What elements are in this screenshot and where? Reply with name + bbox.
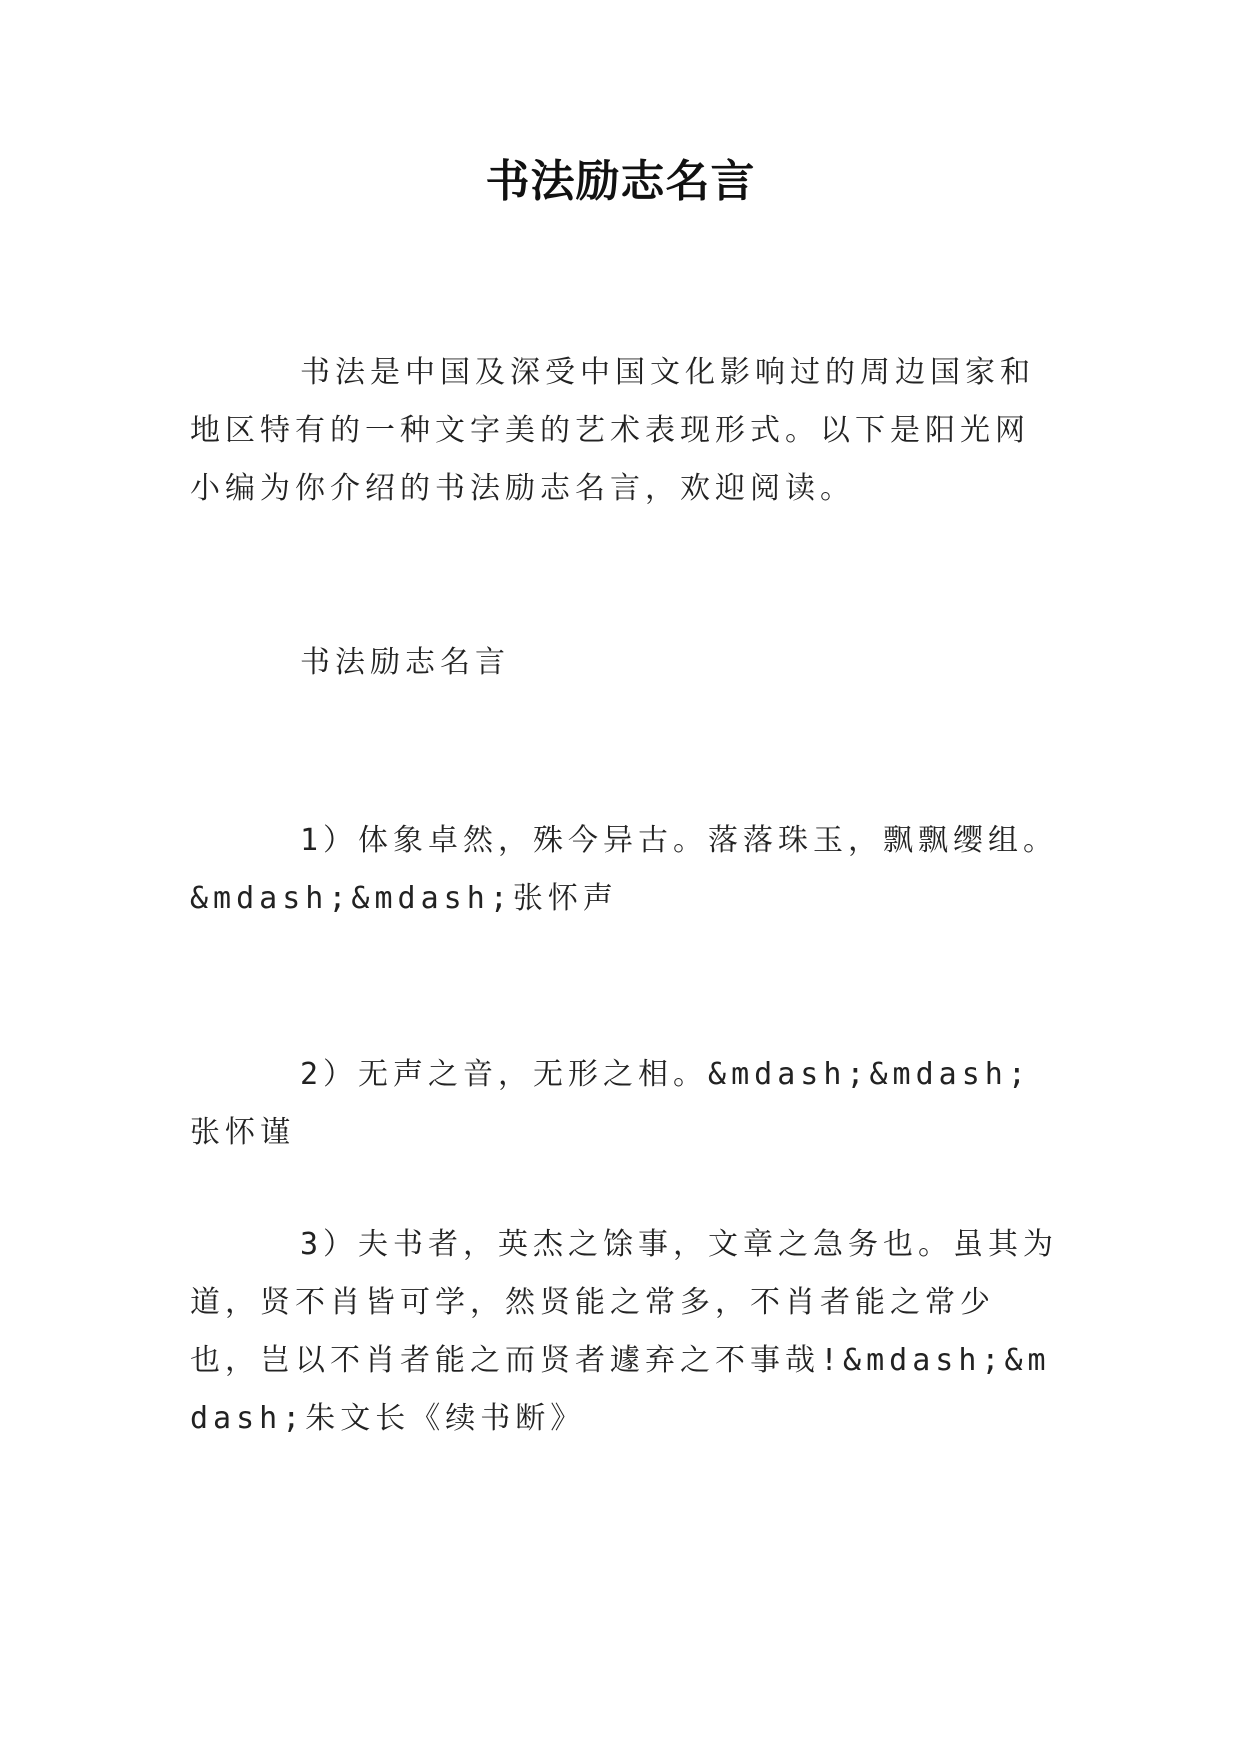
quote-paragraph-1: 1）体象卓然，殊今异古。落落珠玉，飘飘缨组。&mdash;&mdash;张怀声 bbox=[190, 823, 1059, 916]
quote-paragraph-2: 2）无声之音，无形之相。&mdash;&mdash;张怀谨 bbox=[190, 1057, 1031, 1150]
quote-paragraph-3: 3）夫书者，英杰之馀事，文章之急务也。虽其为道，贤不肖皆可学，然贤能之常多，不肖者能之常少也，岂以不肖者能之而贤者遽弃之不事哉!&mdash;&mdash;朱文长《续书断》 bbox=[190, 1227, 1059, 1436]
document-title: 书法励志名言 bbox=[485, 156, 756, 207]
section-heading: 书法励志名言 bbox=[300, 645, 510, 680]
intro-paragraph: 书法是中国及深受中国文化影响过的周边国家和地区特有的一种文字美的艺术表现形式。以下是阳光网小编为你介绍的书法励志名言，欢迎阅读。 bbox=[190, 355, 1035, 506]
